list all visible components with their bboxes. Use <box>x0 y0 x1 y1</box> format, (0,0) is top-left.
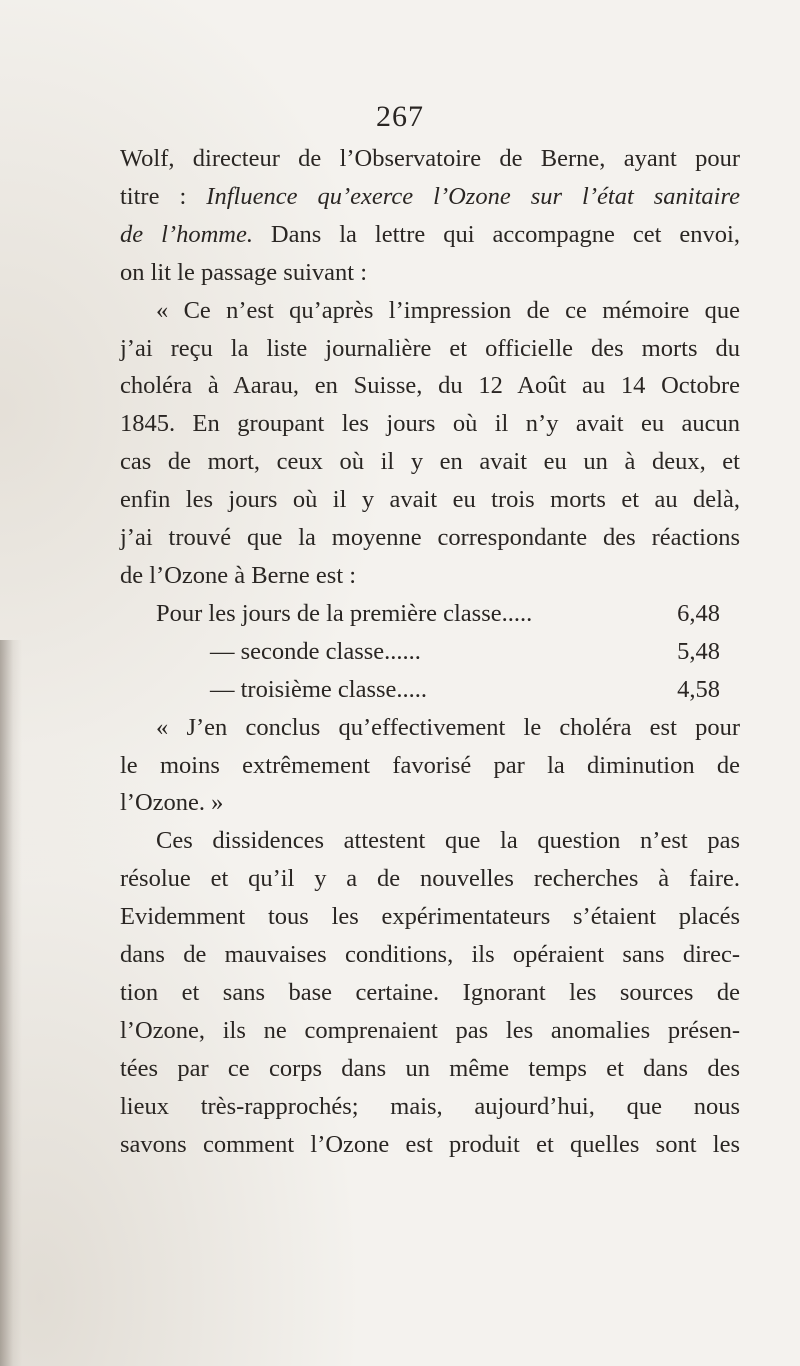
text-line: dans de mauvaises conditions, ils opéraient sans direc- <box>120 941 740 969</box>
text-line: Ces dissidences attestent que la question n’est pas <box>156 827 740 855</box>
table-row <box>120 671 720 709</box>
table-label: Pour les jours de la première classe..... <box>156 599 533 627</box>
text-line: choléra à Aarau, en Suisse, du 12 Août au 14 Octobre <box>120 372 740 400</box>
text-line: « Ce n’est qu’après l’impression de ce mémoire que <box>156 296 740 324</box>
text-line: tées par ce corps dans un même temps et dans des <box>120 1054 740 1082</box>
table-row <box>120 633 720 671</box>
table-value: 6,48 <box>677 599 720 627</box>
table-row <box>120 595 720 633</box>
text-line: tion et sans base certaine. Ignorant les sources de <box>120 978 740 1006</box>
table-value: 5,48 <box>677 637 720 665</box>
text-line: le moins extrêmement favorisé par la diminution de <box>120 751 740 779</box>
text-line: lieux très-rapprochés; mais, aujourd’hui, que nous <box>120 1092 740 1120</box>
title-italic: Influence qu’exerce l’Ozone sur l’état sanitaire <box>206 182 740 210</box>
text-line: savons comment l’Ozone est produit et quelles sont les <box>120 1130 740 1158</box>
table-label: — troisième classe..... <box>210 675 428 703</box>
page-number: 267 <box>376 100 424 133</box>
page-gutter-shadow <box>0 640 22 1366</box>
table-label: — seconde classe...... <box>210 637 421 665</box>
text-line <box>120 216 740 254</box>
text-run: Dans la lettre qui accompagne cet envoi, <box>252 220 740 248</box>
text-line: j’ai trouvé que la moyenne correspondante des réactions <box>120 524 740 552</box>
text-line: Evidemment tous les expérimentateurs s’étaient placés <box>120 903 740 931</box>
table-value: 4,58 <box>677 675 720 703</box>
text-line: j’ai reçu la liste journalière et officielle des morts du <box>120 334 740 362</box>
text-line: Wolf, directeur de l’Observatoire de Berne, ayant pour <box>120 145 740 172</box>
text-line: cas de mort, ceux où il y en avait eu un à deux, et <box>120 448 740 476</box>
text-line: enfin les jours où il y avait eu trois morts et au delà, <box>120 486 740 514</box>
body-text <box>120 140 740 1163</box>
text-line <box>120 178 740 216</box>
text-line: l’Ozone, ils ne comprenaient pas les anomalies présen- <box>120 1016 740 1044</box>
text-line: « J’en conclus qu’effectivement le choléra est pour <box>156 713 740 741</box>
text-line: de l’Ozone à Berne est : <box>120 561 357 589</box>
text-line: résolue et qu’il y a de nouvelles recherches à faire. <box>120 865 740 893</box>
title-italic: de l’homme. <box>120 220 253 248</box>
text-line: l’Ozone. » <box>120 789 224 817</box>
text-line: 1845. En groupant les jours où il n’y avait eu aucun <box>120 410 740 438</box>
text-line: on lit le passage suivant : <box>120 258 367 286</box>
text-run: titre : <box>120 182 207 210</box>
